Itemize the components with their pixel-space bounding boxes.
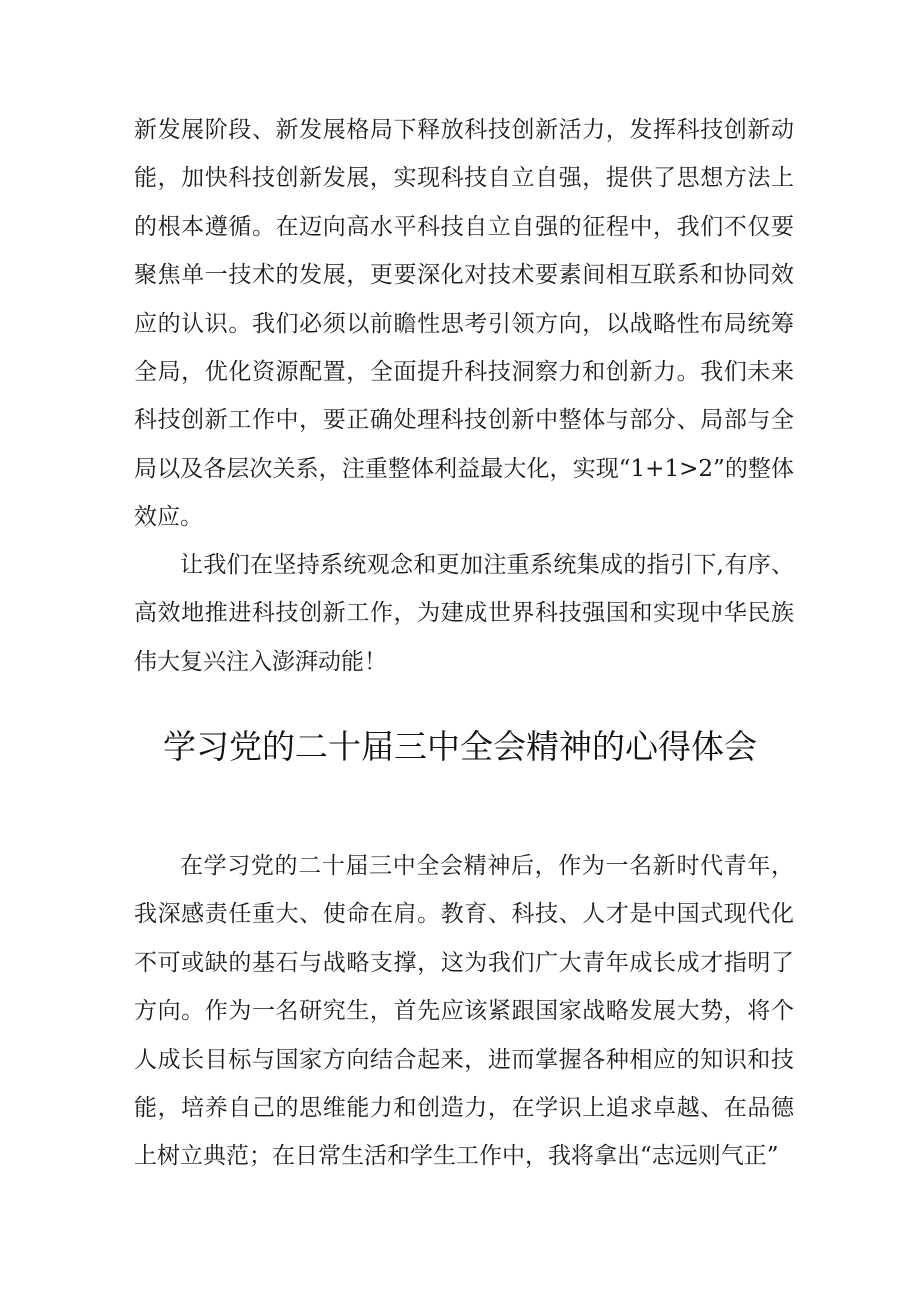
paragraph-closing: 让我们在坚持系统观念和更加注重系统集成的指引下,有序、高效地推进科技创新工作，为建成世界科技强国和实现中华民族伟大复兴注入澎湃动能！ <box>134 552 794 675</box>
article-title: 学习党的二十届三中全会精神的心得体会 <box>163 727 757 766</box>
paragraph-continued: 新发展阶段、新发展格局下释放科技创新活力，发挥科技创新动能，加快科技创新发展，实现科技自立自强，提供了思想方法上的根本遵循。在迈向高水平科技自立自强的征程中，我们不仅要聚焦单一技术的发展，更要深化对技术要素间相互联系和协同效应的认识。我们必须以前瞻性思考引领方向，以战略性布局统筹全局，优化资源配置，全面提升科技洞察力和创新力。我们未来科技创新工作中，要正确处理科技创新中整体与部分、局部与全局以及各层次关系，注重整体利益最大化，实现“1+1>2”的整体效应。 <box>134 117 794 531</box>
paragraph-body-first: 在学习党的二十届三中全会精神后，作为一名新时代青年，我深感责任重大、使命在肩。教育、科技、人才是中国式现代化不可或缺的基石与战略支撑，这为我们广大青年成长成才指明了方向。作为一名研究生，首先应该紧跟国家战略发展大势，将个人成长目标与国家方向结合起来，进而掌握各种相应的知识和技能，培养自己的思维能力和创造力，在学识上追求卓越、在品德上树立典范；在日常生活和学生工作中，我将拿出“志远则气正” <box>134 853 794 1170</box>
